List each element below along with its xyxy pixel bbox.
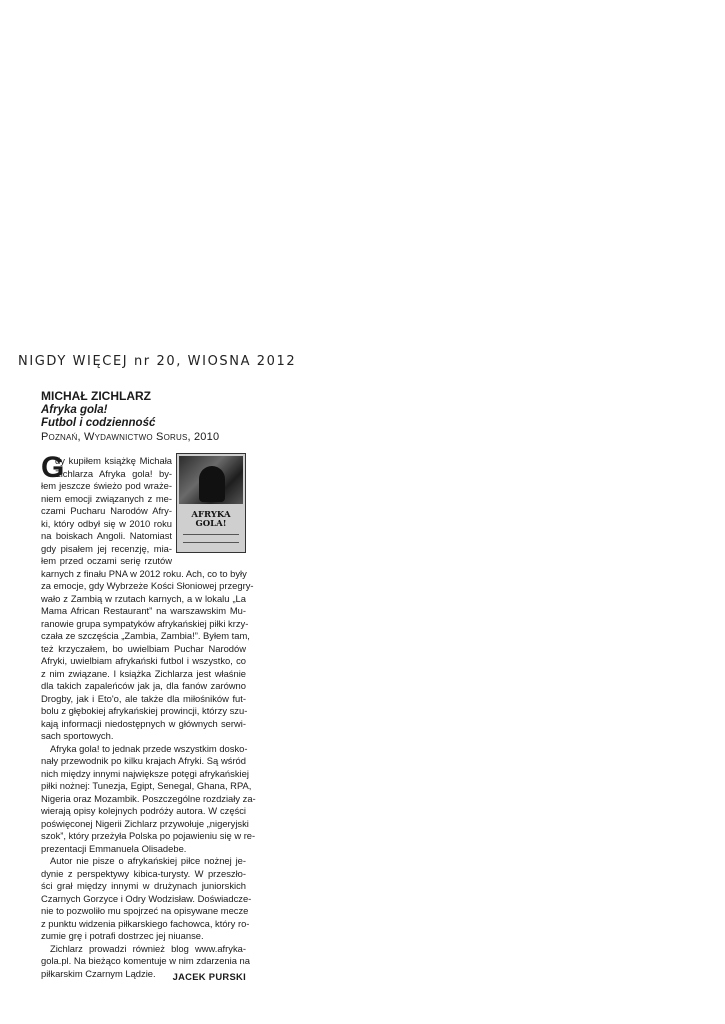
article-line: na boiskach Angoli. Natomiast [41, 530, 172, 541]
article-line: nie to pozwoliło mu spojrzeć na opisywane mecze [41, 905, 249, 916]
book-subtitle: Futbol i codzienność [41, 417, 156, 429]
article-line: Zichlarza Afryka gola! by- [55, 467, 172, 479]
article-line: wierają opisy kolejnych podróży autora. W części [41, 805, 246, 816]
article-line: nich między innymi największe potęgi afrykańskiej [41, 767, 249, 779]
article-line: piłkarskim Czarnym Lądzie. [41, 967, 156, 979]
review-signature: JACEK PURSKI [172, 971, 246, 982]
article-line: nały przewodnik po kilku krajach Afryki. Są wśród [41, 755, 246, 766]
article-line: sach sportowych. [41, 730, 114, 741]
article-line: Autor nie pisze o afrykańskiej piłce nożnej je- [50, 855, 246, 866]
article-line: też krzyczałem, bo uwielbiam Puchar Narodów [41, 642, 246, 654]
article-line: gdy pisałem jej recenzję, mia- [41, 542, 172, 554]
article-line: Afryki, uwielbiam afrykański futbol i wszystko, co [41, 655, 246, 666]
article-line: gola.pl. Na bieżąco komentuje w nim zdarzenia na [41, 955, 250, 966]
article-line: zumie grę i potrafi dostrzec jej niuanse. [41, 930, 204, 941]
book-publisher: Poznań, Wydawnictwo Sorus, 2010 [41, 430, 220, 443]
cover-title-line2: GOLA! [195, 519, 227, 529]
article-line: z nim związane. I książka Zichlarza jest właśnie [41, 667, 246, 679]
article-line: łem jeszcze świeżo pod wraże- [41, 480, 172, 491]
article-line: Mama African Restaurant” na warszawskim Mu- [41, 605, 246, 616]
review-article [41, 451, 256, 980]
article-line: poświęconej Nigerii Zichlarz przywołuje „nigeryjski [41, 817, 249, 829]
article-line: ki, który odbył się w 2010 roku [41, 517, 172, 529]
article-line: karnych z finału PNA w 2012 roku. Ach, co to były [41, 567, 247, 579]
article-line: Nigeria oraz Mozambik. Poszczególne rozdziały za- [41, 792, 256, 804]
article-line: prezentacji Emmanuela Olisadebe. [41, 842, 187, 854]
article-line: dy kupiłem książkę Michała [55, 455, 172, 466]
article-line: dla takich zapaleńców jak ja, dla fanów zarówno [41, 680, 246, 691]
book-author: MICHAŁ ZICHLARZ [41, 389, 151, 403]
article-line: za emocje, gdy Wybrzeże Kości Słoniowej przegry- [41, 580, 254, 591]
article-line: z punktu widzenia piłkarskiego fachowca, który ro- [41, 917, 250, 929]
article-line: Czarnych Gorzyce i Odry Wodzisław. Doświadcze- [41, 892, 252, 904]
cover-title-line1: AFRYKA [191, 510, 231, 520]
article-line: ści grał między innymi w drużynach juniorskich [41, 880, 246, 891]
article-line: czami Pucharu Narodów Afry- [41, 505, 172, 516]
page-header: NIGDY WIĘCEJ nr 20, WIOSNA 2012 [18, 354, 297, 369]
article-line: wało z Zambią w rzutach karnych, a w lokalu „La [41, 592, 246, 604]
article-line: ranowie grupa sympatyków afrykańskiej piłki krzy- [41, 617, 249, 629]
article-body [41, 451, 256, 980]
drop-cap: G [41, 451, 65, 484]
article-line: bolu z głębokiej afrykańskiej prowincji, którzy szu- [41, 705, 248, 716]
article-line: szok”, który przeżyła Polska po pojawieniu się w re- [41, 830, 256, 841]
article-line: piłki nożnej: Tunezja, Egipt, Senegal, Ghana, RPA, [41, 780, 252, 791]
book-bibliography [41, 390, 251, 444]
article-line: łem przed oczami serię rzutów [41, 555, 172, 566]
article-line: Zichlarz prowadzi również blog www.afryka- [50, 942, 246, 954]
article-line: Drogby, jak i Eto'o, ale także dla miłośników fut- [41, 692, 246, 704]
book-title: Afryka gola! [41, 403, 108, 416]
article-line: kają informacji niedostępnych w głównych serwi- [41, 717, 246, 729]
article-line: Afryka gola! to jednak przede wszystkim dosko- [50, 742, 248, 754]
article-line: niem emocji związanych z me- [41, 492, 172, 504]
article-line: czała ze szczęścia „Zambia, Zambia!”. Byłem tam, [41, 630, 250, 641]
article-line: dynie z perspektywy kibica-turysty. W przeszło- [41, 867, 246, 879]
